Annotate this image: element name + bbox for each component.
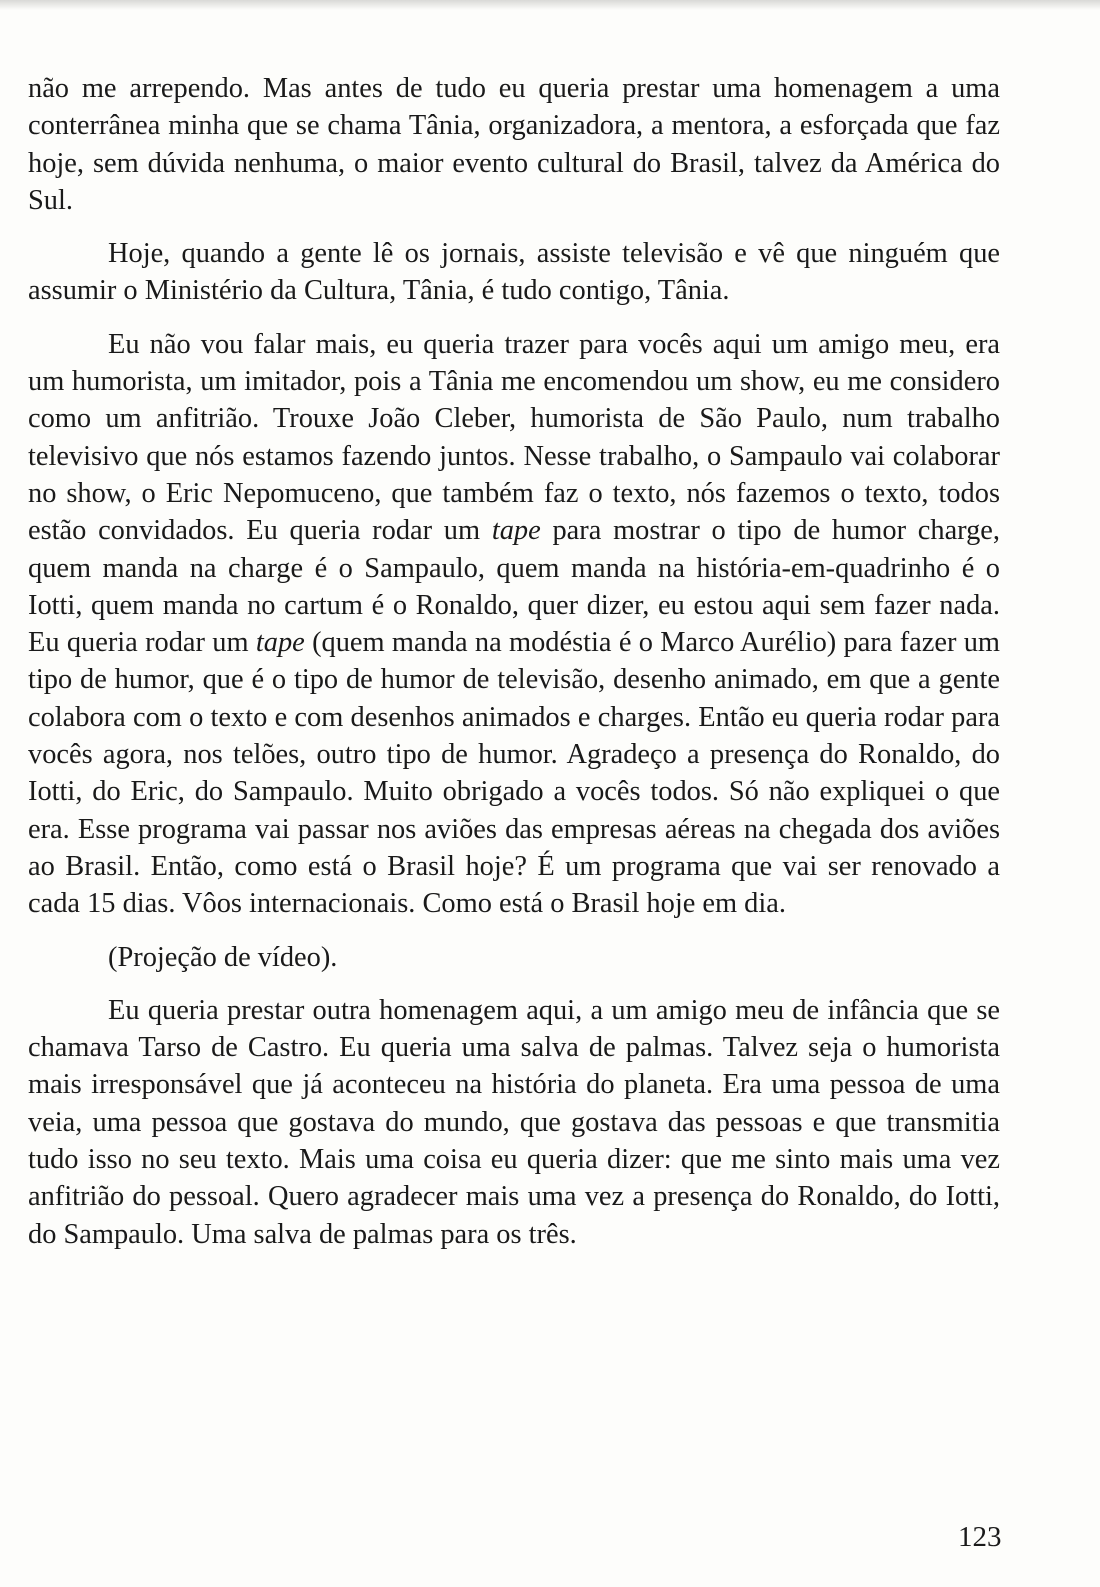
text-segment: (Projeção de vídeo). (108, 941, 338, 973)
text-segment: Eu não vou falar mais, eu queria trazer para vocês aqui um amigo meu, era um humorista, um imitador, pois a Tânia me encomendou um show, eu me considero como um anfitrião. Trouxe João Cleber, humorista de São Paulo, num trabalho televisivo que nós estamos fazendo juntos. Nesse trabalho, o Sampaulo vai colaborar no show, o Eric Nepomuceno, que também faz o texto, nós fazemos o texto, todos estão convidados. Eu queria rodar um (28, 328, 1000, 547)
text-segment: para mostrar o tipo de humor charge, quem manda na charge é o Sampaulo, quem manda na história-em-quadrinho é o Iotti, quem manda no cartum é o Ronaldo, quer dizer, eu estou aqui sem fazer nada. Eu queria rodar um (28, 515, 1001, 659)
page-body-text (28, 70, 1000, 1269)
text-segment: não me arrependo. Mas antes de tudo eu queria prestar uma homenagem a uma conterrânea minha que se chama Tânia, organizadora, a mentora, a esforçada que faz hoje, sem dúvida nenhuma, o maior evento cultural do Brasil, talvez da América do Sul. (28, 73, 1000, 216)
text-segment: Hoje, quando a gente lê os jornais, assiste televisão e vê que ninguém que assumir o Ministério da Cultura, Tânia, é tudo contigo, Tânia. (28, 238, 1000, 307)
paragraph (28, 992, 1000, 1253)
paragraph (28, 939, 1000, 976)
scan-top-shadow (0, 0, 1100, 10)
paragraph (28, 235, 1000, 310)
text-segment: Eu queria prestar outra homenagem aqui, a um amigo meu de infância que se chamava Tarso de Castro. Eu queria uma salva de palmas. Talvez seja o humorista mais irresponsável que já aconteceu na história do planeta. Era uma pessoa de uma veia, uma pessoa que gostava do mundo, que gostava das pessoas e que transmitia tudo isso no seu texto. Mais uma coisa eu queria dizer: que me sinto mais uma vez anfitrião do pessoal. Quero agradecer mais uma vez a presença do Ronaldo, do Iotti, do Sampaulo. Uma salva de palmas para os três. (28, 994, 1000, 1250)
italic-term: tape (491, 515, 541, 547)
paragraph (28, 326, 1000, 923)
paragraph (28, 70, 1000, 219)
page-number: 123 (958, 1521, 1002, 1553)
text-segment: (quem manda na modéstia é o Marco Aurélio) para fazer um tipo de humor, que é o tipo de humor de televisão, desenho animado, em que a gente colabora com o texto e com desenhos animados e charges. Então eu queria rodar para vocês agora, nos telões, outro tipo de humor. Agradeço a presença do Ronaldo, do Iotti, do Eric, do Sampaulo. Muito obrigado a vocês todos. Só não expliquei o que era. Esse programa vai passar nos aviões das empresas aéreas na chegada dos aviões ao Brasil. Então, como está o Brasil hoje? É um programa que vai ser renovado a cada 15 dias. Vôos internacionais. Como está o Brasil hoje em dia. (28, 627, 1000, 920)
italic-term: tape (255, 627, 305, 659)
